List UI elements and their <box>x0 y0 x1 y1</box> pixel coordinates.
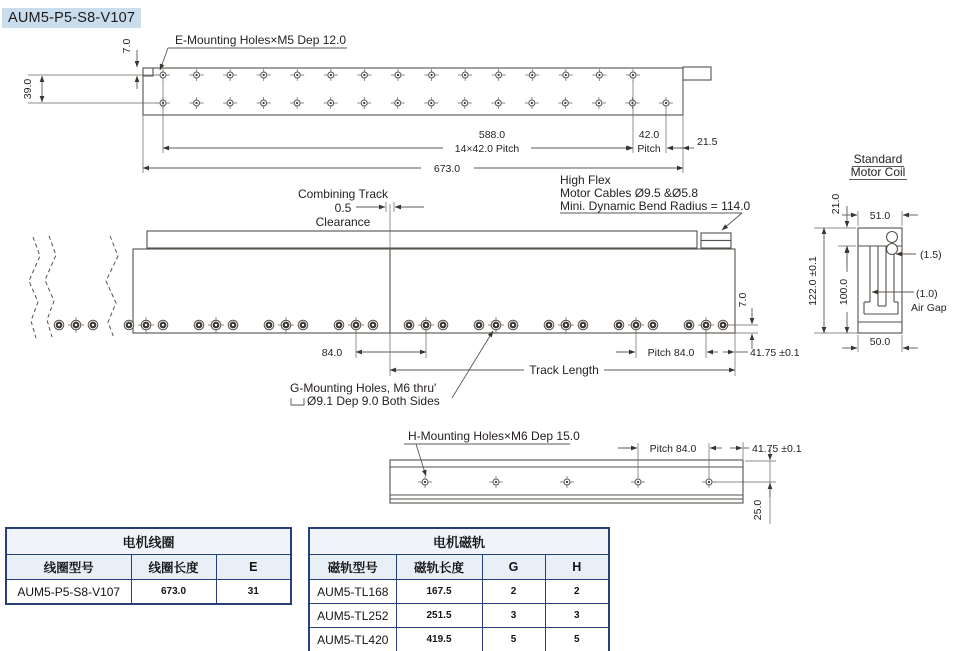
coil-body <box>147 231 697 248</box>
value-cell: 3 <box>545 604 609 628</box>
break-line <box>106 236 118 338</box>
model-cell: AUM5-TL168 <box>309 580 396 604</box>
dim-100: 100.0 <box>838 278 850 306</box>
model-cell: AUM5-TL420 <box>309 628 396 651</box>
side-view-assembly <box>29 173 800 408</box>
value-cell: 31 <box>216 580 291 605</box>
section-heading-2: Motor Coil <box>850 165 906 179</box>
dim-39: 39.0 <box>22 78 34 100</box>
connector-tab <box>683 67 711 80</box>
dim-122: 122.0 ±0.1 <box>807 256 819 306</box>
dim-673: 673.0 <box>433 163 461 175</box>
air-gap-label: Air Gap <box>911 302 947 314</box>
dim-7: 7.0 <box>121 38 133 54</box>
highflex-label-3: Mini. Dynamic Bend Radius = 114.0 <box>560 199 751 213</box>
highflex-label-2: Motor Cables Ø9.5 &Ø5.8 <box>560 186 699 200</box>
break-line <box>29 237 40 338</box>
column-header: 磁轨长度 <box>396 555 482 580</box>
dim-4175-side: 41.75 ±0.1 <box>750 347 800 359</box>
dim-42-pitch-word: Pitch <box>637 143 661 155</box>
model-cell: AUM5-TL252 <box>309 604 396 628</box>
dim-215: 21.5 <box>697 136 718 148</box>
h-mounting-label: H-Mounting Holes×M6 Dep 15.0 <box>408 429 580 443</box>
model-cell: AUM5-P5-S8-V107 <box>6 580 131 605</box>
column-header: G <box>482 555 545 580</box>
column-header: 磁轨型号 <box>309 555 396 580</box>
value-cell: 5 <box>482 628 545 651</box>
column-header: E <box>216 555 291 580</box>
g-mounting-label-2: Ø9.1 Dep 9.0 Both Sides <box>307 394 440 408</box>
dim-50: 50.0 <box>869 336 891 348</box>
value-cell: 167.5 <box>396 580 482 604</box>
dim-pitch84-bottom: Pitch 84.0 <box>649 443 697 455</box>
value-cell: 2 <box>545 580 609 604</box>
combining-track-label-3: Clearance <box>315 215 371 229</box>
value-cell: 419.5 <box>396 628 482 651</box>
dim-4175-bottom: 41.75 ±0.1 <box>752 443 802 455</box>
counterbore-icon <box>291 398 304 405</box>
bottom-view-track <box>390 429 802 524</box>
table-title: 电机线圈 <box>6 528 291 555</box>
section-heading-1: Standard <box>853 152 903 166</box>
cable-circle <box>887 244 898 255</box>
section-outline <box>858 228 902 333</box>
dim-42: 42.0 <box>638 129 660 141</box>
dim-84: 84.0 <box>321 347 343 359</box>
section-view <box>807 152 947 352</box>
dim-15: (1.5) <box>920 249 942 261</box>
cable-leader <box>722 213 742 230</box>
dim-14x42: 14×42.0 Pitch <box>454 143 520 155</box>
dim-21: 21.0 <box>830 193 842 215</box>
track-spec-table <box>308 527 610 651</box>
dim-pitch84-side: Pitch 84.0 <box>647 347 695 359</box>
motor-cable <box>701 233 731 241</box>
g-label-leader <box>452 331 493 398</box>
g-mounting-label-1: G-Mounting Holes, M6 thru' <box>290 381 437 395</box>
column-header: 线圈长度 <box>131 555 216 580</box>
table-title: 电机磁轨 <box>309 528 609 555</box>
track-length-label: Track Length <box>529 363 599 377</box>
dim-7-side: 7.0 <box>737 292 749 308</box>
e-mounting-label: E-Mounting Holes×M5 Dep 12.0 <box>175 33 347 47</box>
column-header: H <box>545 555 609 580</box>
value-cell: 251.5 <box>396 604 482 628</box>
top-view-coil <box>22 33 718 175</box>
dim-588: 588.0 <box>478 129 506 141</box>
value-cell: 2 <box>482 580 545 604</box>
dim-51: 51.0 <box>869 210 891 222</box>
part-number-title: AUM5-P5-S8-V107 <box>2 8 141 28</box>
value-cell: 5 <box>545 628 609 651</box>
motor-cable <box>701 241 731 249</box>
dim-25: 25.0 <box>752 499 764 521</box>
highflex-label-1: High Flex <box>560 173 611 187</box>
cable-circle <box>887 232 898 243</box>
combining-track-label-1: Combining Track <box>297 187 389 201</box>
magnet-track-body <box>133 249 735 333</box>
column-header: 线圈型号 <box>6 555 131 580</box>
break-line <box>45 236 56 337</box>
coil-spec-table <box>5 527 292 605</box>
dim-10: (1.0) <box>916 288 938 300</box>
value-cell: 673.0 <box>131 580 216 605</box>
value-cell: 3 <box>482 604 545 628</box>
combining-track-label-2: 0.5 <box>334 201 352 215</box>
e-label-leader <box>160 48 168 70</box>
